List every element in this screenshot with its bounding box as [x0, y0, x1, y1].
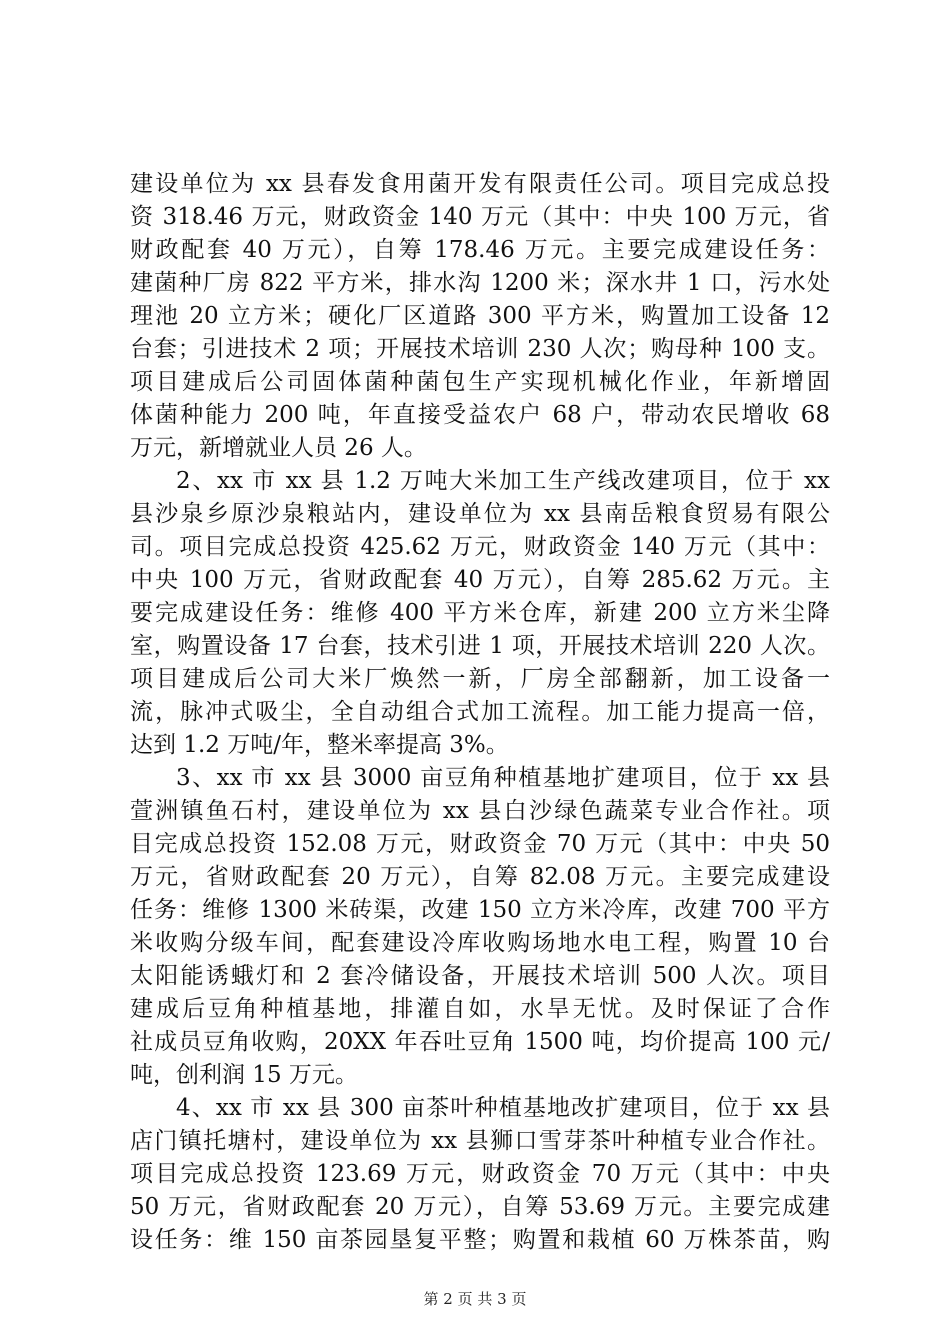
document-body: [130, 168, 830, 1257]
text-line: 财政配套 40 万元），自筹 178.46 万元。主要完成建设任务：: [130, 237, 830, 263]
text-line: 设任务：维 150 亩茶园垦复平整；购置和栽植 60 万株茶苗，购: [130, 1227, 830, 1253]
paragraph-start-line: 2、xx 市 xx 县 1.2 万吨大米加工生产线改建项目，位于 xx: [176, 468, 830, 494]
text-line: 室，购置设备 17 台套，技术引进 1 项，开展技术培训 220 人次。: [130, 633, 830, 659]
text-line: 项目建成后公司固体菌种菌包生产实现机械化作业，年新增固: [130, 369, 830, 395]
text-line: 司。项目完成总投资 425.62 万元，财政资金 140 万元（其中：: [130, 534, 830, 560]
text-line: 建成后豆角种植基地，排灌自如，水旱无忧。及时保证了合作: [130, 996, 830, 1022]
text-line: 建菌种厂房 822 平方米，排水沟 1200 米；深水井 1 口，污水处: [130, 270, 830, 296]
text-line: 台套；引进技术 2 项；开展技术培训 230 人次；购母种 100 支。: [130, 336, 830, 362]
text-line: 建设单位为 xx 县春发食用菌开发有限责任公司。项目完成总投: [130, 171, 830, 197]
text-line: 50 万元，省财政配套 20 万元），自筹 53.69 万元。主要完成建: [130, 1194, 830, 1220]
text-line: 理池 20 立方米；硬化厂区道路 300 平方米，购置加工设备 12: [130, 303, 830, 329]
text-line: 太阳能诱蛾灯和 2 套冷储设备，开展技术培训 500 人次。项目: [130, 963, 830, 989]
text-line: 店门镇托塘村，建设单位为 xx 县狮口雪芽茶叶种植专业合作社。: [130, 1128, 830, 1154]
text-line: 万元，新增就业人员 26 人。: [130, 435, 427, 461]
text-line: 项目建成后公司大米厂焕然一新，厂房全部翻新，加工设备一: [130, 666, 830, 692]
text-line: 萱洲镇鱼石村，建设单位为 xx 县白沙绿色蔬菜专业合作社。项: [130, 798, 830, 824]
text-line: 任务：维修 1300 米砖渠，改建 150 立方米冷库，改建 700 平方: [130, 897, 830, 923]
text-line: 万元，省财政配套 20 万元），自筹 82.08 万元。主要完成建设: [130, 864, 830, 890]
text-line: 社成员豆角收购，20XX 年吞吐豆角 1500 吨，均价提高 100 元/: [130, 1029, 830, 1055]
text-line: 体菌种能力 200 吨，年直接受益农户 68 户，带动农民增收 68: [130, 402, 830, 428]
text-line: 县沙泉乡原沙泉粮站内，建设单位为 xx 县南岳粮食贸易有限公: [130, 501, 830, 527]
text-line: 目完成总投资 152.08 万元，财政资金 70 万元（其中：中央 50: [130, 831, 830, 857]
paragraph-start-line: 3、xx 市 xx 县 3000 亩豆角种植基地扩建项目，位于 xx 县: [176, 765, 830, 791]
text-line: 要完成建设任务：维修 400 平方米仓库，新建 200 立方米尘降: [130, 600, 830, 626]
text-line: 吨，创利润 15 万元。: [130, 1062, 358, 1088]
paragraph-start-line: 4、xx 市 xx 县 300 亩茶叶种植基地改扩建项目，位于 xx 县: [176, 1095, 830, 1121]
text-line: 资 318.46 万元，财政资金 140 万元（其中：中央 100 万元，省: [130, 204, 830, 230]
text-line: 中央 100 万元，省财政配套 40 万元），自筹 285.62 万元。主: [130, 567, 830, 593]
text-line: 米收购分级车间，配套建设冷库收购场地水电工程，购置 10 台: [130, 930, 830, 956]
text-line: 流，脉冲式吸尘，全自动组合式加工流程。加工能力提高一倍，: [130, 699, 830, 725]
text-line: 项目完成总投资 123.69 万元，财政资金 70 万元（其中：中央: [130, 1161, 830, 1187]
text-line: 达到 1.2 万吨/年，整米率提高 3%。: [130, 732, 509, 758]
page-footer: 第 2 页 共 3 页: [423, 1290, 527, 1308]
